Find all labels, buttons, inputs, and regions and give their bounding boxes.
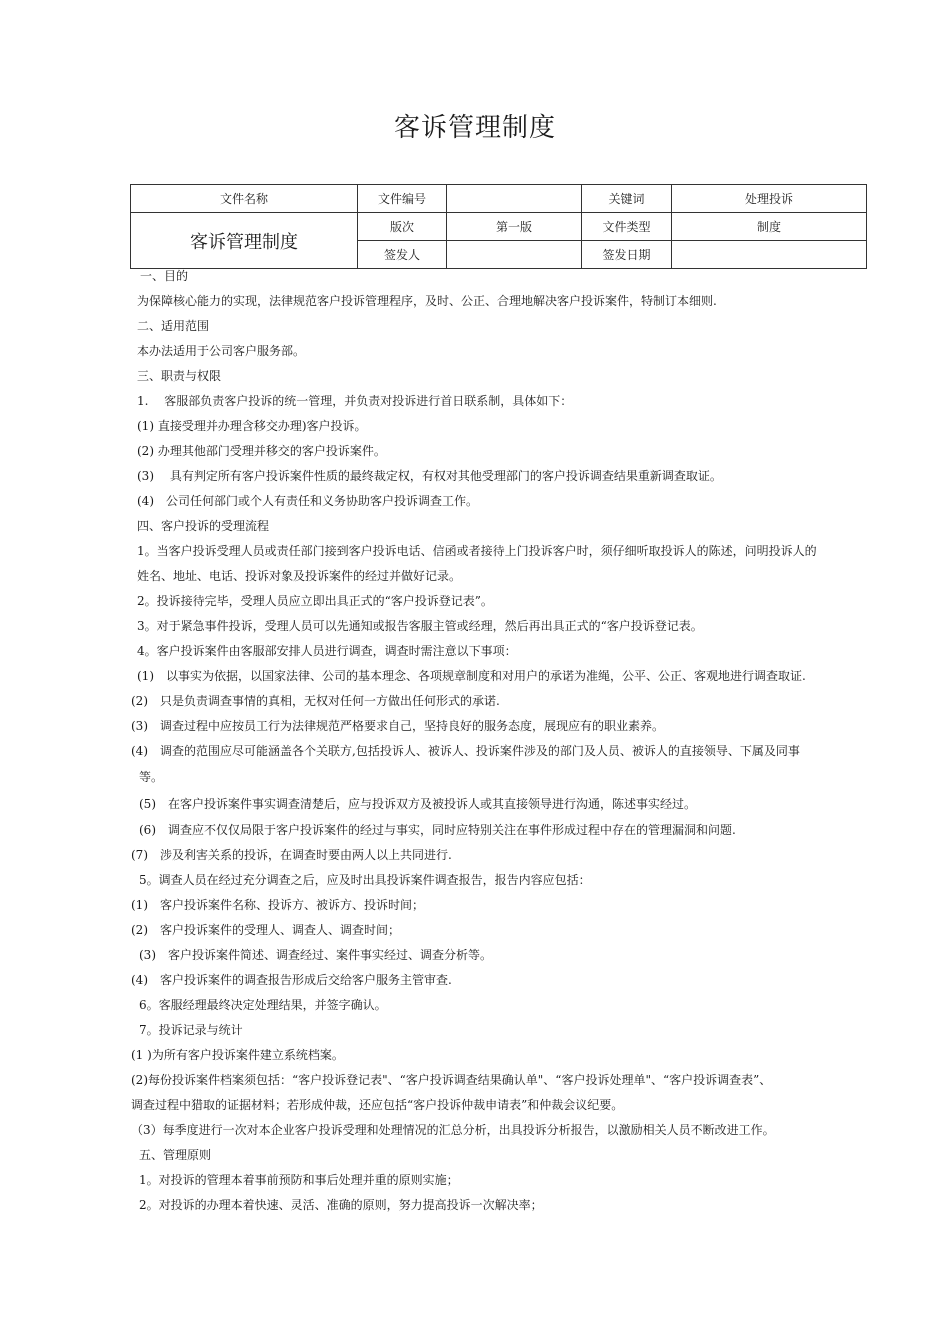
list-item: (7) 涉及利害关系的投诉，在调查时要由两人以上共同进行. [131,848,452,862]
keyword-label: 关键词 [582,185,672,213]
list-item: (3) 调查过程中应按员工行为法律规范严格要求自己，坚持良好的服务态度，展现应有的职业素养。 [131,719,665,733]
list-item: (2) 只是负责调查事情的真相，无权对任何一方做出任何形式的承诺. [131,694,500,708]
body-line: 调查过程中猎取的证据材料；若形成仲裁，还应包括“客户投诉仲裁申请表”和仲裁会议纪要。 [131,1098,624,1112]
body-line: 4。客户投诉案件由客服部安排人员进行调查，调查时需注意以下事项： [137,644,517,658]
body-line: 姓名、地址、电话、投诉对象及投诉案件的经过并做好记录。 [137,569,462,583]
list-item: 等。 [139,770,164,784]
file-no-value [447,185,582,213]
section-heading: 二、适用范围 [137,319,210,333]
doc-name-cell: 客诉管理制度 [131,213,358,269]
issue-date-label: 签发日期 [582,241,672,269]
list-item: (1) 客户投诉案件名称、投诉方、被诉方、投诉时间； [131,898,425,912]
list-item: (6) 调查应不仅仅局限于客户投诉案件的经过与事实，同时应特别关注在事件形成过程中存在的管理漏洞和问题. [139,823,736,837]
list-item: (1 )为所有客户投诉案件建立系统档案。 [131,1048,344,1062]
body-line: 1。对投诉的管理本着事前预防和事后处理并重的原则实施； [139,1173,459,1187]
section-heading: 五、管理原则 [139,1148,212,1162]
section-heading: 四、客户投诉的受理流程 [137,519,270,533]
body-line: 3。对于紧急事件投诉，受理人员可以先通知或报告客服主管或经理，然后再出具正式的“客户投诉登记表。 [137,619,703,633]
body-line: 2。投诉接待完毕，受理人员应立即出具正式的“客户投诉登记表”。 [137,594,493,608]
section-heading: 一、目的 [140,269,189,283]
list-item: (5) 在客户投诉案件事实调查清楚后，应与投诉双方及被投诉人或其直接领导进行沟通，陈述事实经过。 [139,797,697,811]
body-line: 1. 客服部负责客户投诉的统一管理，并负责对投诉进行首日联系制，具体如下： [137,394,573,408]
list-item: (3) 具有判定所有客户投诉案件性质的最终裁定权，有权对其他受理部门的客户投诉调查结果重新调查取证。 [137,469,722,483]
list-item: （3）每季度进行一次对本企业客户投诉受理和处理情况的汇总分析，出具投诉分析报告，以激励相关人员不断改进工作。 [131,1123,775,1137]
list-item: (1) 直接受理并办理含移交办理)客户投诉。 [137,419,367,433]
version-label: 版次 [358,213,447,241]
section-heading: 三、职责与权限 [137,369,222,383]
document-info-table [130,184,867,269]
body-line: 2。对投诉的办理本着快速、灵活、准确的原则，努力提高投诉一次解决率； [139,1198,543,1212]
version-value: 第一版 [447,213,582,241]
keyword-value: 处理投诉 [672,185,867,213]
list-item: (4) 客户投诉案件的调查报告形成后交给客户服务主管审查. [131,973,452,987]
list-item: (2)每份投诉案件档案须包括：“客户投诉登记表"、“客户投诉调查结果确认单"、“客户投诉处理单"、“客户投诉调查表”、 [131,1073,772,1087]
list-item: (2) 办理其他部门受理并移交的客户投诉案件。 [137,444,386,458]
body-line: 本办法适用于公司客户服务部。 [137,344,306,358]
type-label: 文件类型 [582,213,672,241]
body-line: 5。调查人员在经过充分调查之后，应及时出具投诉案件调查报告，报告内容应包括： [139,873,591,887]
issuer-value [447,241,582,269]
issue-date-value [672,241,867,269]
list-item: (1) 以事实为依据，以国家法律、公司的基本理念、各项规章制度和对用户的承诺为准绳，公平、公正、客观地进行调查取证. [137,669,806,683]
page-title: 客诉管理制度 [393,113,556,143]
list-item: (4) 调查的范围应尽可能涵盖各个关联方,包括投诉人、被诉人、投诉案件涉及的部门及人员、被诉人的直接领导、下属及同事 [131,744,800,758]
body-line: 6。客服经理最终决定处理结果，并签字确认。 [139,998,387,1012]
body-line: 1。当客户投诉受理人员或责任部门接到客户投诉电话、信函或者接待上门投诉客户时，须仔细听取投诉人的陈述，问明投诉人的 [137,544,817,558]
file-name-label: 文件名称 [131,185,358,213]
list-item: (2) 客户投诉案件的受理人、调查人、调查时间； [131,923,400,937]
list-item: (3) 客户投诉案件简述、调查经过、案件事实经过、调查分析等。 [139,948,493,962]
file-no-label: 文件编号 [358,185,447,213]
type-value: 制度 [672,213,867,241]
body-line: 7。投诉记录与统计 [139,1023,243,1037]
list-item: (4) 公司任何部门或个人有责任和义务协助客户投诉调查工作。 [137,494,479,508]
issuer-label: 签发人 [358,241,447,269]
body-line: 为保障核心能力的实现，法律规范客户投诉管理程序，及时、公正、合理地解决客户投诉案件，特制订本细则. [137,294,717,308]
